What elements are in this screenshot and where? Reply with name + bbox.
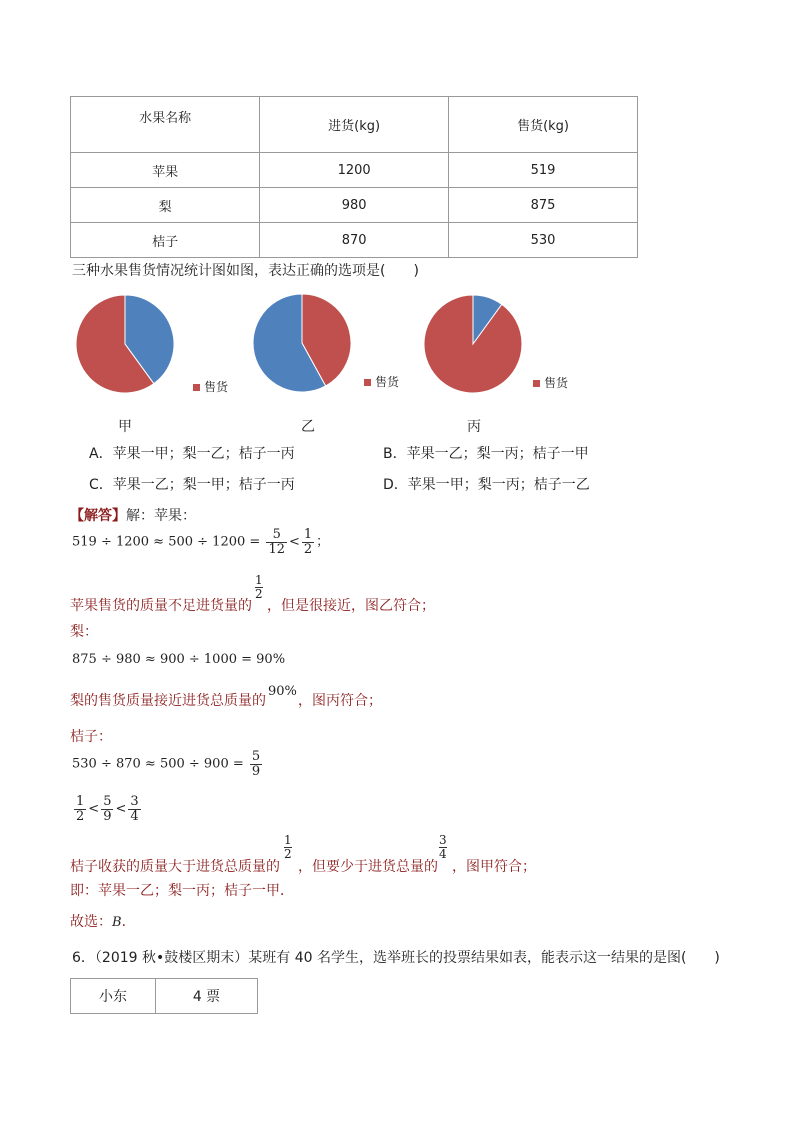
orange-text-a: 桔子收获的质量大于进货总质量的 [70, 859, 280, 875]
fraction: $\frac{5}{9}$ [251, 749, 261, 779]
answer-heading [70, 505, 196, 525]
orange-eq-left: 530 ÷ 870 ≈ 500 ÷ 900 = [72, 756, 244, 772]
pie-slice-丙-1 [424, 295, 522, 393]
cell-sales: 875 [449, 188, 638, 223]
vote-table [70, 978, 258, 1014]
header-fruit-name: 水果名称 [71, 97, 260, 153]
question-6: 6．（2019 秋•鼓楼区期末）某班有 40 名学生，选举班长的投票结果如表，能表示这一结果的是图( ) [72, 950, 720, 966]
orange-inequality: $\frac{1}{2}$ < $\frac{5}{9}$ < $\frac{3}{4}$ [76, 794, 139, 824]
orange-text-b: ，但要少于进货总量的 [298, 859, 438, 875]
legend-swatch [193, 384, 200, 391]
cell-votes: 4 票 [156, 979, 258, 1014]
fraction: $\frac{5}{12}$ [268, 527, 285, 557]
fraction: 3 4 [439, 833, 447, 862]
orange-equation [72, 750, 264, 778]
fraction: 1 2 [255, 573, 263, 602]
option-c: C．苹果一乙；梨一甲；桔子一丙 [89, 477, 295, 493]
cell-fruit: 苹果 [71, 153, 260, 188]
pie-caption-yi: 乙 [301, 419, 315, 435]
legend-label: 售货 [544, 376, 569, 390]
cell-sales: 530 [449, 223, 638, 258]
header-sales: 售货(kg) [449, 97, 638, 153]
header-purchase: 进货(kg) [260, 97, 449, 153]
fruit-table [70, 96, 638, 258]
pear-text-b: ，图丙符合； [298, 693, 382, 709]
choice-line: 故选：B． [70, 914, 136, 930]
cell-purchase: 1200 [260, 153, 449, 188]
answer-intro: 解：苹果： [126, 508, 196, 524]
cell-fruit: 桔子 [71, 223, 260, 258]
table-row [71, 223, 638, 258]
choice-value: B [112, 915, 122, 930]
pie-caption-bing: 丙 [467, 419, 481, 435]
pear-text-a: 梨的售货质量接近进货总质量的 [70, 693, 266, 709]
fraction: $\frac{1}{2}$ [76, 794, 85, 824]
apple-equation: 519 ÷ 1200 ≈ 500 ÷ 1200 = $\frac{5}{12}$ < $\frac{1}{2}$ ； [72, 527, 330, 557]
answer-tag: 【解答】 [70, 508, 126, 524]
apple-eq-left: 519 ÷ 1200 ≈ 500 ÷ 1200 = [72, 534, 261, 550]
fraction: $\frac{1}{2}$ [303, 527, 313, 557]
pear-equation: 875 ÷ 980 ≈ 900 ÷ 1000 = 90% [72, 652, 286, 667]
cell-purchase: 980 [260, 188, 449, 223]
fraction: $\frac{3}{4}$ [130, 794, 139, 824]
fraction: $\frac{5}{9}$ [103, 794, 112, 824]
summary: 即：苹果一乙；梨一丙；桔子一甲． [70, 883, 294, 899]
legend-label: 售货 [204, 380, 229, 394]
table-row [71, 979, 258, 1014]
pie-charts [0, 285, 794, 435]
table-row [71, 153, 638, 188]
apple-text-a: 苹果售货的质量不足进货量的 [70, 598, 252, 614]
cell-sales: 519 [449, 153, 638, 188]
orange-label: 桔子： [70, 729, 112, 745]
pear-percent: 90% [268, 684, 297, 699]
cell-name: 小东 [71, 979, 156, 1014]
apple-text-b: ，但是很接近，图乙符合； [267, 598, 435, 614]
cell-fruit: 梨 [71, 188, 260, 223]
pear-label: 梨： [70, 624, 98, 640]
option-b: B．苹果一乙；梨一丙；桔子一甲 [383, 446, 589, 462]
legend-label: 售货 [375, 375, 400, 389]
question-text: 三种水果售货情况统计图如图，表达正确的选项是( ) [72, 263, 419, 279]
legend-swatch [364, 379, 371, 386]
option-d: D．苹果一甲；梨一丙；桔子一乙 [383, 477, 590, 493]
pie-caption-jia: 甲 [118, 419, 132, 435]
table-row [71, 188, 638, 223]
legend-swatch [533, 380, 540, 387]
option-a: A．苹果一甲；梨一乙；桔子一丙 [89, 446, 295, 462]
fraction: 1 2 [284, 833, 292, 862]
orange-text-c: ，图甲符合； [452, 859, 536, 875]
table-header-row [71, 97, 638, 153]
cell-purchase: 870 [260, 223, 449, 258]
